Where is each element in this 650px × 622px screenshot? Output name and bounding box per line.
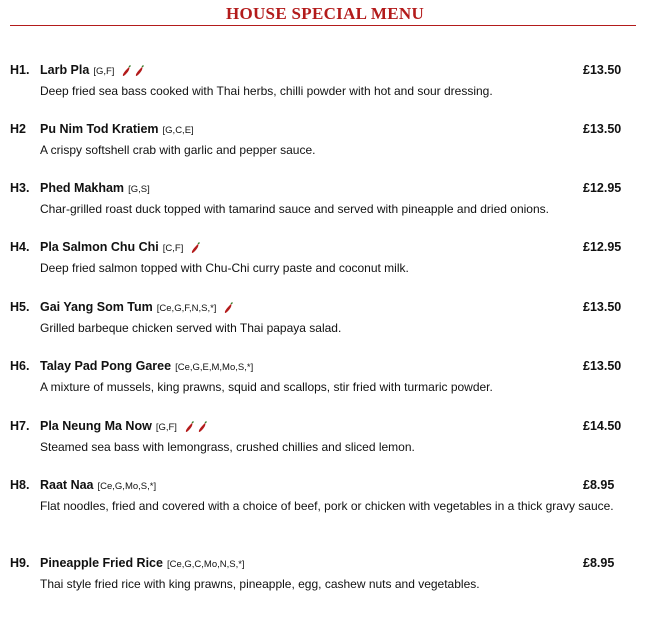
item-name: Raat Naa — [40, 478, 94, 492]
item-code: H1. — [10, 63, 30, 77]
chili-pepper-icon — [222, 302, 234, 314]
item-code: H5. — [10, 300, 30, 314]
item-name: Larb Pla — [40, 63, 90, 77]
item-price: £14.50 — [583, 419, 622, 433]
item-allergens: [Ce,G,F,N,S,*] — [156, 303, 217, 314]
menu-item — [0, 240, 650, 275]
item-price: £8.95 — [583, 556, 615, 570]
item-name-line — [40, 122, 194, 136]
menu-item — [0, 419, 650, 454]
item-name-line — [40, 181, 150, 195]
chili-pepper-icon — [189, 242, 201, 254]
chili-pepper-icon — [183, 421, 195, 433]
item-description: A crispy softshell crab with garlic and pepper sauce. — [40, 143, 316, 157]
item-name-line — [40, 63, 146, 77]
item-price: £12.95 — [583, 181, 622, 195]
item-price: £13.50 — [583, 63, 622, 77]
item-price: £12.95 — [583, 240, 622, 254]
item-allergens: [G,C,E] — [162, 125, 194, 136]
item-description: Flat noodles, fried and covered with a choice of beef, pork or chicken with vegetables in a thick gravy sauce. — [40, 499, 614, 513]
item-name-line — [40, 240, 202, 254]
menu-item — [0, 556, 650, 591]
item-name: Gai Yang Som Tum — [40, 300, 153, 314]
menu-title: HOUSE SPECIAL MENU — [225, 4, 425, 23]
item-code: H7. — [10, 419, 30, 433]
item-allergens: [Ce,G,C,Mo,N,S,*] — [166, 559, 245, 570]
menu-item — [0, 359, 650, 394]
spice-level — [120, 63, 146, 77]
menu-item — [0, 478, 650, 513]
item-allergens: [Ce,G,Mo,S,*] — [97, 481, 157, 492]
item-price: £13.50 — [583, 300, 622, 314]
item-name-line — [40, 478, 156, 492]
spice-level — [222, 300, 235, 314]
item-name: Phed Makham — [40, 181, 125, 195]
menu-item — [0, 122, 650, 157]
spice-level — [189, 240, 202, 254]
item-name-line — [40, 419, 209, 433]
item-description: Deep fried salmon topped with Chu-Chi curry paste and coconut milk. — [40, 261, 409, 275]
item-code: H6. — [10, 359, 30, 373]
item-name: Pla Neung Ma Now — [40, 419, 152, 433]
item-code: H2 — [10, 122, 26, 136]
item-code: H3. — [10, 181, 30, 195]
item-description: Grilled barbeque chicken served with Thai papaya salad. — [40, 321, 342, 335]
item-name-line — [40, 556, 245, 570]
item-description: Char-grilled roast duck topped with tamarind sauce and served with pineapple and dried onions. — [40, 202, 549, 216]
spice-level — [183, 419, 209, 433]
item-price: £8.95 — [583, 478, 615, 492]
item-description: A mixture of mussels, king prawns, squid and scallops, stir fried with turmaric powder. — [40, 380, 493, 394]
item-allergens: [G,F] — [155, 422, 177, 433]
item-description: Steamed sea bass with lemongrass, crushed chillies and sliced lemon. — [40, 440, 415, 454]
item-code: H4. — [10, 240, 30, 254]
chili-pepper-icon — [120, 65, 132, 77]
menu-item — [0, 63, 650, 98]
item-price: £13.50 — [583, 359, 622, 373]
item-code: H9. — [10, 556, 30, 570]
item-description: Deep fried sea bass cooked with Thai herbs, chilli powder with hot and sour dressing. — [40, 84, 493, 98]
title-divider — [10, 25, 636, 26]
item-name-line — [40, 300, 235, 314]
item-name-line — [40, 359, 253, 373]
item-allergens: [Ce,G,E,M,Mo,S,*] — [175, 362, 254, 373]
item-name: Talay Pad Pong Garee — [40, 359, 172, 373]
item-allergens: [C,F] — [162, 243, 184, 254]
menu-item — [0, 181, 650, 216]
item-allergens: [G,F] — [93, 66, 115, 77]
item-price: £13.50 — [583, 122, 622, 136]
item-name: Pineapple Fried Rice — [40, 556, 163, 570]
item-name: Pla Salmon Chu Chi — [40, 240, 159, 254]
chili-pepper-icon — [196, 421, 208, 433]
item-name: Pu Nim Tod Kratiem — [40, 122, 159, 136]
chili-pepper-icon — [133, 65, 145, 77]
item-allergens: [G,S] — [128, 184, 150, 195]
item-code: H8. — [10, 478, 30, 492]
item-description: Thai style fried rice with king prawns, pineapple, egg, cashew nuts and vegetables. — [40, 577, 480, 591]
menu-item — [0, 300, 650, 335]
